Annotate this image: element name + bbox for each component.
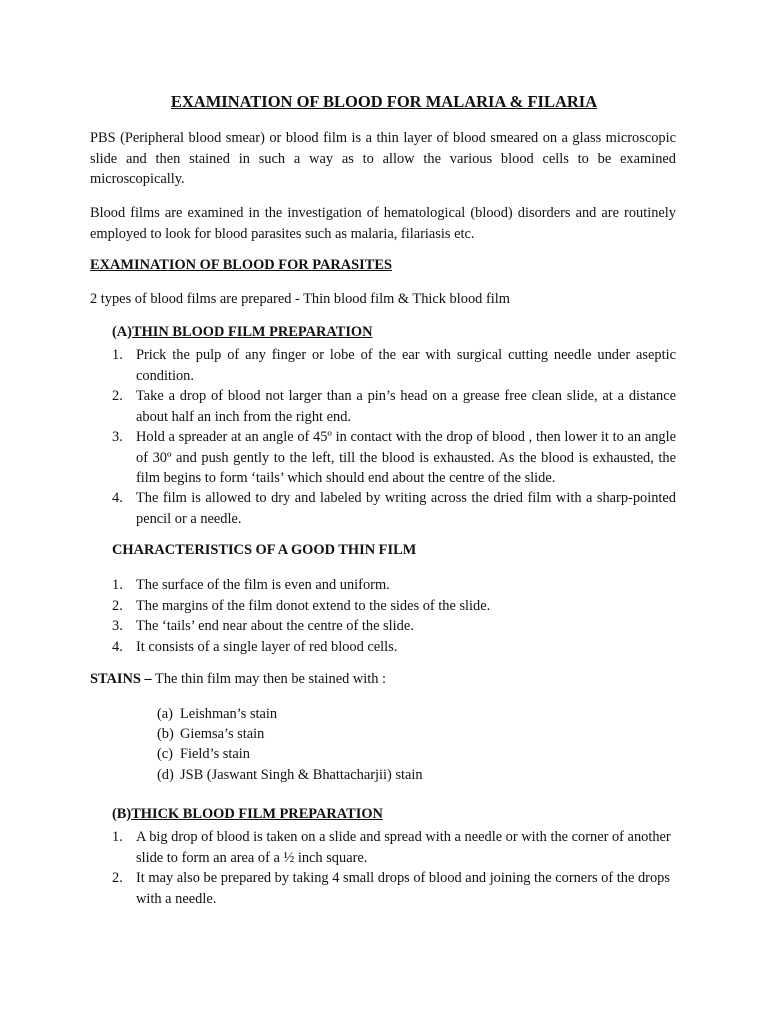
step-number: 1. bbox=[112, 829, 123, 845]
step-number: 2. bbox=[112, 388, 123, 404]
item-number: 3. bbox=[112, 618, 123, 634]
list-item bbox=[157, 744, 250, 765]
step-text: A big drop of blood is taken on a slide and spread with a needle or with the corner of another slide to form an area of a ½ inch square. bbox=[136, 829, 671, 866]
item-marker: (b) bbox=[157, 726, 174, 742]
step-text: Hold a spreader at an angle of 45º in contact with the drop of blood , then lower it to an angle of 30º and push gently to the left, till the blood is exhausted. As the blood is exhausted, the film begins to form ‘tails’ which should end about the centre of the slide. bbox=[136, 429, 676, 486]
thick-film-heading-row bbox=[112, 806, 383, 823]
list-item bbox=[157, 724, 264, 745]
item-text: Giemsa’s stain bbox=[180, 726, 265, 742]
thin-film-heading: THIN BLOOD FILM PREPARATION bbox=[131, 324, 373, 340]
list-item bbox=[157, 704, 277, 725]
intro-paragraph-1: PBS (Peripheral blood smear) or blood film is a thin layer of blood smeared on a glass microscopic slide and then stained in such a way as to allow the various blood cells to be examined microscopically. bbox=[90, 130, 676, 187]
list-item bbox=[112, 596, 490, 617]
item-text: The surface of the film is even and uniform. bbox=[136, 577, 390, 593]
item-number: 2. bbox=[112, 598, 123, 614]
thick-film-marker: (B) bbox=[112, 806, 132, 822]
list-item bbox=[157, 765, 423, 786]
intro-paragraph-2: Blood films are examined in the investigation of hematological (blood) disorders and are routinely employed to look for blood parasites such as malaria, filariasis etc. bbox=[90, 205, 676, 242]
item-text: The margins of the film donot extend to the sides of the slide. bbox=[136, 598, 491, 614]
list-item bbox=[112, 616, 414, 637]
stains-label: STAINS – bbox=[90, 671, 152, 687]
document-title: EXAMINATION OF BLOOD FOR MALARIA & FILARIA bbox=[170, 92, 598, 111]
item-text: The ‘tails’ end near about the centre of the slide. bbox=[136, 618, 414, 634]
item-text: It consists of a single layer of red blood cells. bbox=[136, 639, 398, 655]
thin-film-heading-row bbox=[112, 324, 373, 341]
thin-film-marker: (A) bbox=[112, 324, 132, 340]
parasites-heading: EXAMINATION OF BLOOD FOR PARASITES bbox=[90, 257, 392, 273]
item-text: JSB (Jaswant Singh & Bhattacharjii) stain bbox=[180, 767, 423, 783]
stains-line bbox=[90, 671, 386, 688]
item-number: 1. bbox=[112, 577, 123, 593]
item-marker: (a) bbox=[157, 706, 173, 722]
item-text: Field’s stain bbox=[180, 746, 250, 762]
film-types-line: 2 types of blood films are prepared - Thin blood film & Thick blood film bbox=[90, 291, 510, 307]
step-number: 4. bbox=[112, 490, 123, 506]
list-item bbox=[112, 575, 390, 596]
list-item bbox=[112, 637, 397, 658]
stains-text: The thin film may then be stained with : bbox=[151, 671, 387, 687]
step-number: 2. bbox=[112, 870, 123, 886]
step-text: Take a drop of blood not larger than a pin’s head on a grease free clean slide, at a distance about half an inch from the right end. bbox=[136, 388, 676, 425]
item-marker: (c) bbox=[157, 746, 173, 762]
step-text: Prick the pulp of any finger or lobe of the ear with surgical cutting needle under aseptic condition. bbox=[136, 347, 676, 384]
item-marker: (d) bbox=[157, 767, 174, 783]
step-text: The film is allowed to dry and labeled by writing across the dried film with a sharp-pointed pencil or a needle. bbox=[136, 490, 676, 527]
item-number: 4. bbox=[112, 639, 123, 655]
step-number: 1. bbox=[112, 347, 123, 363]
item-text: Leishman’s stain bbox=[180, 706, 278, 722]
step-number: 3. bbox=[112, 429, 123, 445]
characteristics-heading: CHARACTERISTICS OF A GOOD THIN FILM bbox=[112, 542, 417, 558]
step-text: It may also be prepared by taking 4 small drops of blood and joining the corners of the drops with a needle. bbox=[136, 870, 670, 907]
thick-film-heading: THICK BLOOD FILM PREPARATION bbox=[131, 806, 383, 822]
